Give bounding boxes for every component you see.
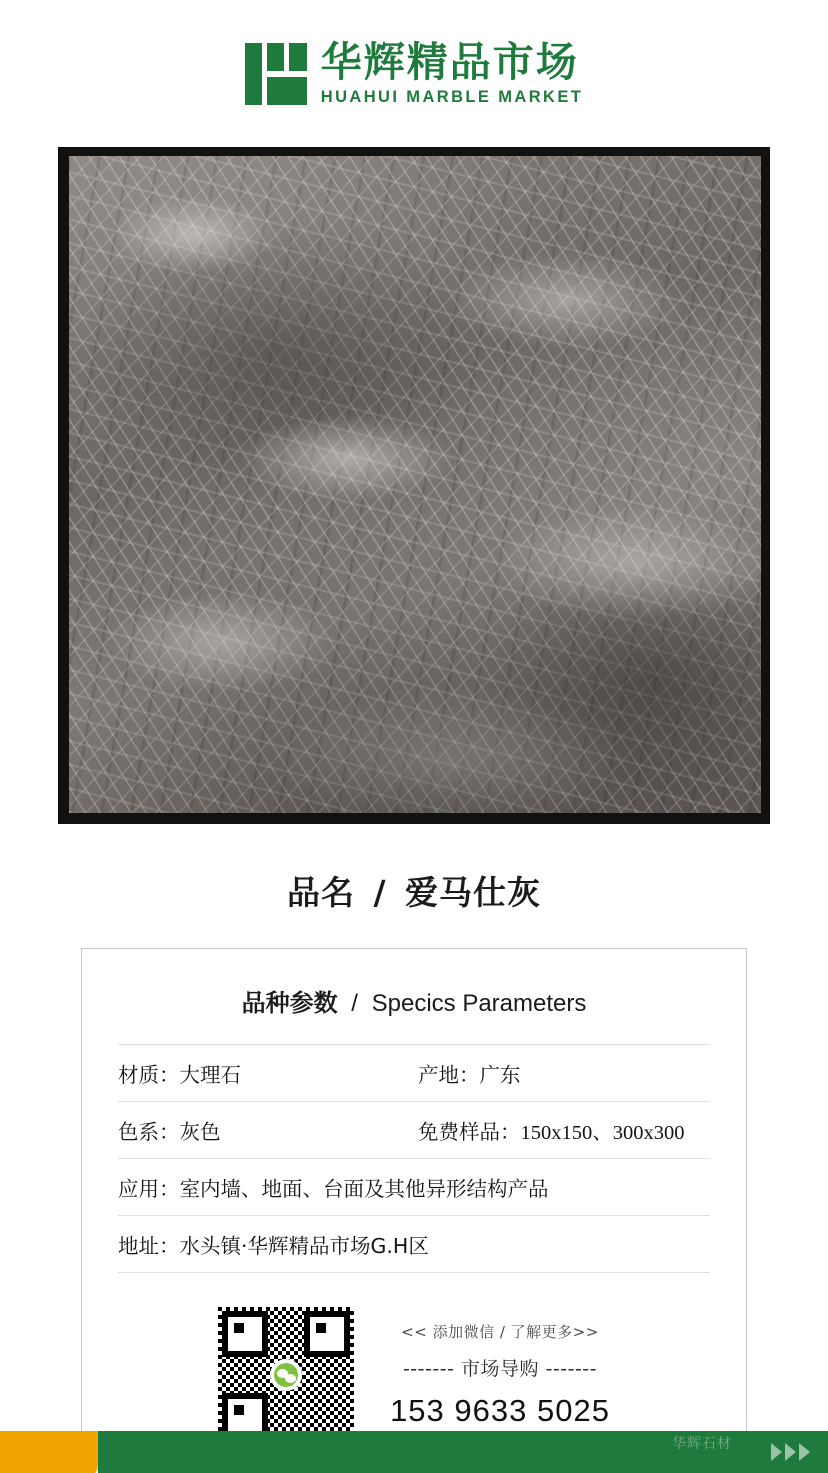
marble-slab-texture	[69, 156, 761, 813]
param-cell	[118, 1115, 418, 1145]
add-wechat-hint: << 添加微信 / 了解更多>>	[401, 1323, 599, 1341]
phone-number[interactable]: 153 9633 5025	[390, 1393, 610, 1428]
param-value: 广东	[479, 1063, 521, 1087]
footer-watermark: 华辉石材	[672, 1436, 732, 1452]
contact-text	[390, 1321, 610, 1429]
footer-accent-green	[98, 1431, 828, 1473]
param-label: 地址：	[118, 1234, 180, 1258]
table-row	[118, 1216, 710, 1273]
parameters-title-cn: 品种参数	[241, 989, 338, 1017]
huahui-logo-mark-icon	[245, 43, 307, 105]
footer-accent-yellow	[0, 1431, 112, 1473]
param-value: 水头镇·华辉精品市场G.H区	[179, 1234, 429, 1258]
table-row	[118, 1102, 710, 1159]
product-name-value: 爱马仕灰	[405, 873, 542, 912]
param-cell	[418, 1058, 710, 1088]
table-row	[118, 1044, 710, 1102]
wechat-icon	[270, 1359, 302, 1391]
market-guide-label: ------- 市场导购 -------	[402, 1358, 598, 1380]
param-label: 色系：	[118, 1120, 180, 1144]
param-cell	[118, 1229, 710, 1259]
param-cell	[418, 1115, 710, 1145]
param-value: 室内墙、地面、台面及其他异形结构产品	[179, 1177, 549, 1201]
product-label: 品名	[286, 873, 355, 912]
parameters-card-title	[82, 983, 746, 1018]
footer-bar	[0, 1431, 828, 1473]
product-image	[59, 148, 769, 823]
brand-name-en: HUAHUI MARBLE MARKET	[320, 88, 584, 107]
param-cell	[118, 1172, 710, 1202]
param-value: 灰色	[179, 1120, 221, 1144]
param-label: 产地：	[418, 1063, 480, 1087]
param-cell	[118, 1058, 418, 1088]
product-title-separator: /	[373, 873, 387, 912]
double-chevron-right-icon	[771, 1443, 810, 1461]
param-value: 150x150、300x300	[520, 1122, 685, 1144]
wechat-qr-code-icon[interactable]	[218, 1307, 354, 1443]
param-value: 大理石	[179, 1063, 241, 1087]
contact-block	[82, 1307, 746, 1443]
page-title	[0, 867, 828, 914]
parameters-title-separator: /	[351, 990, 358, 1017]
param-label: 免费样品：	[418, 1120, 521, 1144]
param-label: 材质：	[118, 1063, 180, 1087]
param-label: 应用：	[118, 1177, 180, 1201]
parameters-title-en: Specics Parameters	[371, 990, 587, 1017]
brand-header	[0, 0, 828, 148]
brand-wordmark	[320, 37, 584, 107]
parameters-card	[81, 948, 747, 1470]
brand-name-cn: 华辉精品市场	[320, 37, 579, 86]
table-row	[118, 1159, 710, 1216]
parameters-table	[118, 1044, 710, 1273]
